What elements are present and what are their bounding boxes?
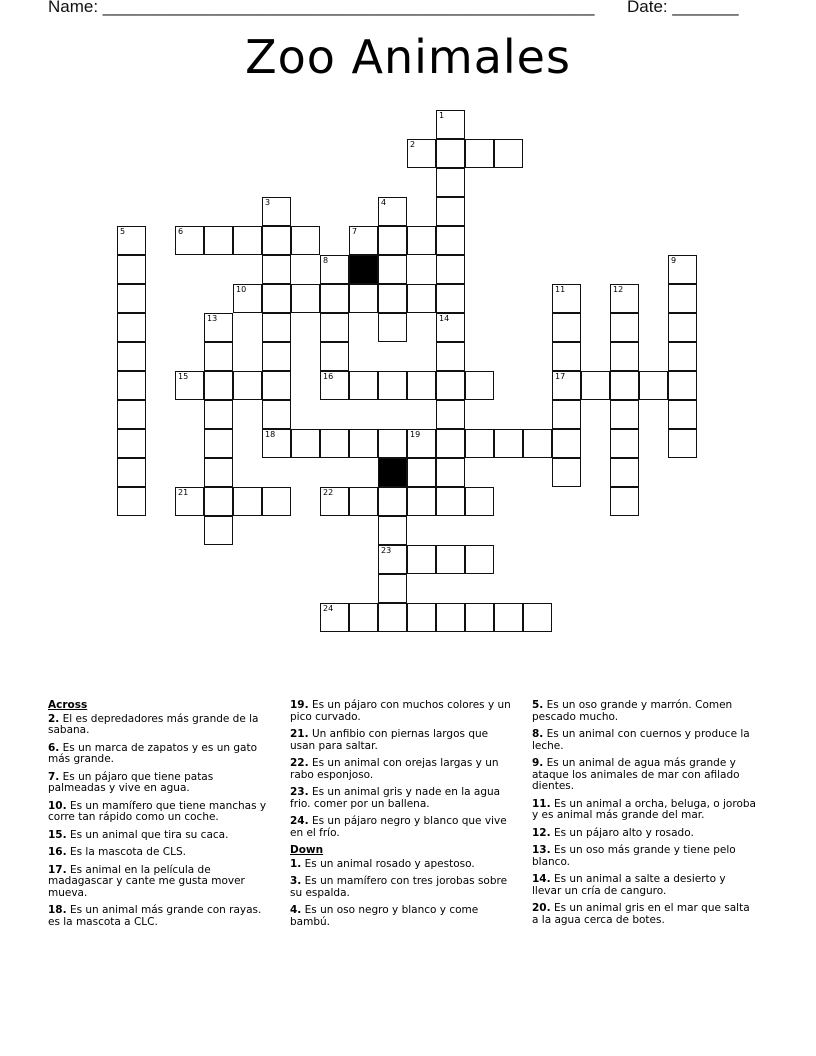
clue-number: 13 (207, 314, 218, 323)
grid-cell[interactable] (465, 139, 494, 168)
grid-cell[interactable] (552, 313, 581, 342)
clue-number: 24 (323, 604, 334, 613)
grid-cell[interactable] (407, 284, 436, 313)
grid-cell[interactable] (494, 429, 523, 458)
grid-cell[interactable] (262, 226, 291, 255)
clue-number: 4 (381, 198, 387, 207)
clue-across-17: 17. Es animal en la película de madagascar y cante me gusta mover mueva. (48, 863, 245, 899)
grid-cell[interactable] (668, 313, 697, 342)
clue-number: 12 (613, 285, 624, 294)
grid-cell[interactable] (552, 371, 581, 400)
clue-down-1: 1. Es un animal rosado y apestoso. (290, 857, 475, 870)
clue-number: 18 (265, 430, 276, 439)
black-cell (378, 458, 407, 487)
grid-cell[interactable] (204, 342, 233, 371)
grid-cell[interactable] (407, 545, 436, 574)
grid-cell[interactable] (320, 487, 349, 516)
grid-cell[interactable] (378, 313, 407, 342)
clue-down-20: 20. Es un animal gris en el mar que salta a la agua cerca de botes. (532, 902, 750, 926)
grid-cell[interactable] (117, 400, 146, 429)
grid-cell[interactable] (349, 429, 378, 458)
clue-number: 5 (120, 227, 126, 236)
clue-down-11: 11. Es un animal a orcha, beluga, o joroba y es animal más grande del mar. (532, 797, 756, 821)
grid-cell[interactable] (291, 226, 320, 255)
grid-cell[interactable] (668, 342, 697, 371)
clue-number: 11 (555, 285, 566, 294)
grid-cell[interactable] (262, 313, 291, 342)
clue-across-22: 22. Es un animal con orejas largas y un rabo esponjoso. (290, 757, 499, 781)
grid-cell[interactable] (117, 429, 146, 458)
grid-cell[interactable] (204, 226, 233, 255)
clue-across-23: 23. Es un animal gris y nade en la agua frio. comer por un ballena. (290, 786, 501, 810)
clue-number: 9 (671, 256, 677, 265)
clue-number: 23 (381, 546, 392, 555)
grid-cell[interactable] (407, 603, 436, 632)
grid-cell[interactable] (204, 458, 233, 487)
grid-cell[interactable] (494, 139, 523, 168)
grid-cell[interactable] (523, 603, 552, 632)
grid-cell[interactable] (610, 429, 639, 458)
black-cell (349, 255, 378, 284)
grid-cell[interactable] (117, 284, 146, 313)
grid-cell[interactable] (668, 255, 697, 284)
grid-cell[interactable] (117, 342, 146, 371)
grid-cell[interactable] (436, 545, 465, 574)
grid-cell[interactable] (204, 313, 233, 342)
grid-cell[interactable] (436, 226, 465, 255)
clue-across-24: 24. Es un pájaro negro y blanco que vive en el frío. (290, 815, 507, 839)
grid-cell[interactable] (523, 429, 552, 458)
clue-across-15: 15. Es un animal que tira su caca. (48, 828, 229, 841)
grid-cell[interactable] (204, 487, 233, 516)
clue-down-8: 8. Es un animal con cuernos y produce la leche. (532, 728, 750, 752)
grid-cell[interactable] (610, 487, 639, 516)
grid-cell[interactable] (436, 458, 465, 487)
grid-cell[interactable] (552, 342, 581, 371)
grid-cell[interactable] (349, 487, 378, 516)
grid-cell[interactable] (407, 371, 436, 400)
clue-down-13: 13. Es un oso más grande y tiene pelo blanco. (532, 844, 736, 868)
grid-cell[interactable] (407, 139, 436, 168)
grid-cell[interactable] (262, 255, 291, 284)
grid-cell[interactable] (262, 400, 291, 429)
clue-down-12: 12. Es un pájaro alto y rosado. (532, 826, 694, 839)
grid-cell[interactable] (117, 458, 146, 487)
grid-cell[interactable] (378, 545, 407, 574)
grid-cell[interactable] (204, 516, 233, 545)
clue-across-18: 18. Es un animal más grande con rayas. es la mascota a CLC. (48, 904, 262, 928)
grid-cell[interactable] (117, 226, 146, 255)
grid-cell[interactable] (320, 371, 349, 400)
clue-number: 21 (178, 488, 189, 497)
grid-cell[interactable] (668, 371, 697, 400)
clue-down-4: 4. Es un oso negro y blanco y come bambú. (290, 904, 479, 928)
grid-cell[interactable] (465, 371, 494, 400)
down-heading: Down (290, 844, 324, 856)
grid-cell[interactable] (262, 487, 291, 516)
grid-cell[interactable] (349, 371, 378, 400)
clue-number: 22 (323, 488, 334, 497)
clue-number: 3 (265, 198, 271, 207)
grid-cell[interactable] (320, 429, 349, 458)
grid-cell[interactable] (349, 603, 378, 632)
clues-column-1 (48, 700, 274, 934)
grid-cell[interactable] (262, 342, 291, 371)
grid-cell[interactable] (204, 400, 233, 429)
grid-cell[interactable] (233, 487, 262, 516)
grid-cell[interactable] (378, 429, 407, 458)
clue-down-5: 5. Es un oso grande y marrón. Comen pescado mucho. (532, 699, 733, 723)
grid-cell[interactable] (610, 458, 639, 487)
grid-cell[interactable] (117, 371, 146, 400)
grid-cell[interactable] (436, 168, 465, 197)
grid-cell[interactable] (436, 313, 465, 342)
grid-cell[interactable] (407, 487, 436, 516)
grid-cell[interactable] (436, 197, 465, 226)
grid-cell[interactable] (552, 284, 581, 313)
grid-cell[interactable] (378, 197, 407, 226)
grid-cell[interactable] (349, 226, 378, 255)
grid-cell[interactable] (204, 371, 233, 400)
grid-cell[interactable] (291, 429, 320, 458)
date-field[interactable]: Date: _______ (627, 0, 739, 16)
grid-cell[interactable] (610, 284, 639, 313)
grid-cell[interactable] (175, 487, 204, 516)
grid-cell[interactable] (117, 313, 146, 342)
clue-number: 1 (439, 111, 445, 120)
clue-number: 17 (555, 372, 566, 381)
grid-cell[interactable] (494, 603, 523, 632)
grid-cell[interactable] (552, 429, 581, 458)
grid-cell[interactable] (175, 226, 204, 255)
clue-number: 16 (323, 372, 334, 381)
grid-cell[interactable] (117, 487, 146, 516)
grid-cell[interactable] (233, 371, 262, 400)
grid-cell[interactable] (407, 458, 436, 487)
grid-cell[interactable] (378, 255, 407, 284)
grid-cell[interactable] (610, 371, 639, 400)
grid-cell[interactable] (668, 400, 697, 429)
clue-across-21: 21. Un anfibio con piernas largos que usan para saltar. (290, 728, 489, 752)
clues-column-3 (532, 700, 758, 932)
grid-cell[interactable] (378, 284, 407, 313)
grid-cell[interactable] (320, 313, 349, 342)
clue-across-16: 16. Es la mascota de CLS. (48, 846, 186, 858)
page-title: Zoo Animales (245, 30, 571, 84)
grid-cell[interactable] (349, 284, 378, 313)
clue-number: 19 (410, 430, 421, 439)
clue-number: 15 (178, 372, 189, 381)
clue-across-6: 6. Es un marca de zapatos y es un gato más grande. (48, 741, 257, 765)
clue-number: 20 (381, 459, 392, 468)
grid-cell[interactable] (465, 487, 494, 516)
grid-cell[interactable] (378, 487, 407, 516)
grid-cell[interactable] (465, 545, 494, 574)
grid-cell[interactable] (436, 342, 465, 371)
grid-cell[interactable] (581, 371, 610, 400)
clue-number: 6 (178, 227, 184, 236)
clue-across-10: 10. Es un mamífero que tiene manchas y corre tan rápido como un coche. (48, 799, 267, 823)
clue-across-7: 7. Es un pájaro que tiene patas palmeadas y vive en agua. (48, 770, 214, 794)
grid-cell[interactable] (668, 284, 697, 313)
across-heading: Across (48, 699, 88, 711)
clue-across-2: 2. El es depredadores más grande de la sabana. (48, 712, 259, 736)
clue-number: 2 (410, 140, 416, 149)
grid-cell[interactable] (407, 429, 436, 458)
grid-cell[interactable] (610, 342, 639, 371)
grid-cell[interactable] (436, 110, 465, 139)
grid-cell[interactable] (291, 284, 320, 313)
grid-cell[interactable] (233, 284, 262, 313)
clue-down-3: 3. Es un mamífero con tres jorobas sobre su espalda. (290, 875, 508, 899)
grid-cell[interactable] (407, 226, 436, 255)
grid-cell[interactable] (378, 226, 407, 255)
grid-cell[interactable] (436, 139, 465, 168)
grid-cell[interactable] (436, 371, 465, 400)
grid-cell[interactable] (465, 603, 494, 632)
clue-down-9: 9. Es un animal de agua más grande y ataque los animales de mar con afilado dientes. (532, 757, 740, 792)
grid-cell[interactable] (262, 429, 291, 458)
grid-cell[interactable] (378, 574, 407, 603)
grid-cell[interactable] (320, 603, 349, 632)
grid-cell[interactable] (204, 429, 233, 458)
clue-number: 14 (439, 314, 450, 323)
grid-cell[interactable] (378, 516, 407, 545)
grid-cell[interactable] (436, 255, 465, 284)
clues-column-2 (290, 700, 516, 934)
grid-cell[interactable] (436, 429, 465, 458)
name-field[interactable]: Name: ____________________________________________________ (48, 0, 595, 16)
grid-cell[interactable] (610, 313, 639, 342)
clue-number: 10 (236, 285, 247, 294)
grid-cell[interactable] (262, 371, 291, 400)
grid-cell[interactable] (320, 284, 349, 313)
grid-cell[interactable] (175, 371, 204, 400)
grid-cell[interactable] (320, 342, 349, 371)
clue-number: 7 (352, 227, 358, 236)
grid-cell[interactable] (668, 429, 697, 458)
clue-across-19: 19. Es un pájaro con muchos colores y un pico curvado. (290, 699, 511, 723)
grid-cell[interactable] (436, 603, 465, 632)
grid-cell[interactable] (436, 487, 465, 516)
grid-cell[interactable] (436, 284, 465, 313)
grid-cell[interactable] (117, 255, 146, 284)
grid-cell[interactable] (639, 371, 668, 400)
grid-cell[interactable] (378, 371, 407, 400)
clue-down-14: 14. Es un animal a salte a desierto y llevar un cría de canguro. (532, 873, 726, 897)
grid-cell[interactable] (262, 284, 291, 313)
clue-number: 8 (323, 256, 329, 265)
grid-cell[interactable] (552, 458, 581, 487)
grid-cell[interactable] (465, 429, 494, 458)
grid-cell[interactable] (378, 603, 407, 632)
grid-cell[interactable] (320, 255, 349, 284)
grid-cell[interactable] (436, 400, 465, 429)
grid-cell[interactable] (262, 197, 291, 226)
grid-cell[interactable] (552, 400, 581, 429)
grid-cell[interactable] (233, 226, 262, 255)
grid-cell[interactable] (610, 400, 639, 429)
